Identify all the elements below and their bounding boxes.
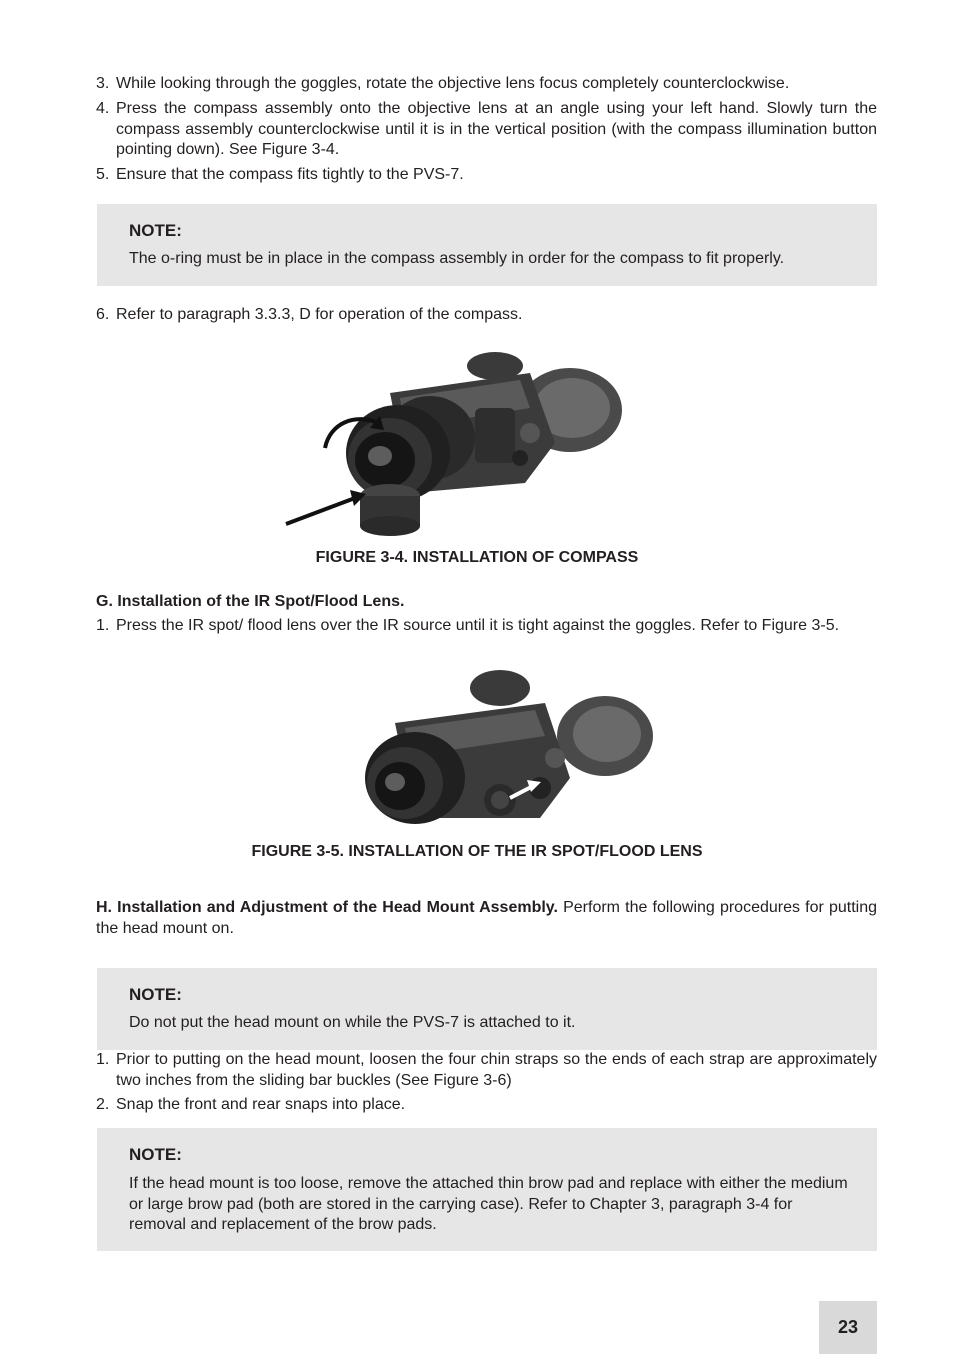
list-item bbox=[96, 1050, 877, 1091]
list-text: While looking through the goggles, rotate the objective lens focus completely counterclockwise. bbox=[116, 75, 790, 92]
list-text: Ensure that the compass fits tightly to the PVS-7. bbox=[116, 166, 464, 183]
list-item bbox=[96, 616, 877, 637]
note-heading: NOTE: bbox=[129, 1145, 182, 1164]
list-item bbox=[96, 165, 877, 186]
section-heading: G. Installation of the IR Spot/Flood Lens. bbox=[96, 593, 405, 610]
note-heading: NOTE: bbox=[129, 221, 182, 240]
list-item bbox=[96, 74, 877, 95]
section-heading: H. Installation and Adjustment of the Head Mount Assembly. bbox=[96, 899, 558, 916]
list-item bbox=[96, 99, 877, 161]
note-text: The o-ring must be in place in the compass assembly in order for the compass to fit properly. bbox=[129, 250, 785, 267]
list-number: 3. bbox=[96, 75, 110, 92]
list-number: 1. bbox=[96, 617, 110, 634]
figure-caption: FIGURE 3-4. INSTALLATION OF COMPASS bbox=[315, 549, 639, 566]
list-item bbox=[96, 1095, 877, 1116]
note-heading: NOTE: bbox=[129, 985, 182, 1004]
note-text: If the head mount is too loose, remove the attached thin brow pad and replace with either the medium or large brow pad (both are stored in the carrying case). Refer to Chapter 3, paragraph 3-4 for removal and replacement of the brow pads. bbox=[129, 1175, 848, 1233]
list-text: Snap the front and rear snaps into place. bbox=[116, 1096, 406, 1113]
list-text: Press the compass assembly onto the objective lens at an angle using your left hand. Slowly turn the compass assembly counterclockwise until it is in the vertical position (with the compass illumination button pointing down). See Figure 3-4. bbox=[116, 100, 877, 158]
list-text: Press the IR spot/ flood lens over the IR source until it is tight against the goggles. Refer to Figure 3-5. bbox=[116, 617, 840, 634]
note-box bbox=[97, 968, 877, 1050]
list-number: 5. bbox=[96, 166, 110, 183]
list-number: 6. bbox=[96, 306, 110, 323]
figure-ir-lens-image bbox=[355, 668, 655, 828]
note-box bbox=[97, 204, 877, 286]
list-item bbox=[96, 305, 877, 326]
page-number: 23 bbox=[819, 1301, 877, 1354]
note-box bbox=[97, 1128, 877, 1251]
figure-caption: FIGURE 3-5. INSTALLATION OF THE IR SPOT/FLOOD LENS bbox=[251, 843, 703, 860]
list-number: 4. bbox=[96, 100, 110, 117]
note-text: Do not put the head mount on while the PVS-7 is attached to it. bbox=[129, 1014, 576, 1031]
list-number: 1. bbox=[96, 1051, 110, 1068]
figure-compass-image bbox=[280, 348, 630, 538]
list-number: 2. bbox=[96, 1096, 110, 1113]
list-text: Prior to putting on the head mount, loosen the four chin straps so the ends of each strap are approximately two inches from the sliding bar buckles (See Figure 3-6) bbox=[116, 1051, 877, 1089]
section-text: Perform the following procedures for putting the head mount on. bbox=[96, 899, 877, 937]
section-paragraph bbox=[96, 898, 877, 939]
list-text: Refer to paragraph 3.3.3, D for operation of the compass. bbox=[116, 306, 523, 323]
